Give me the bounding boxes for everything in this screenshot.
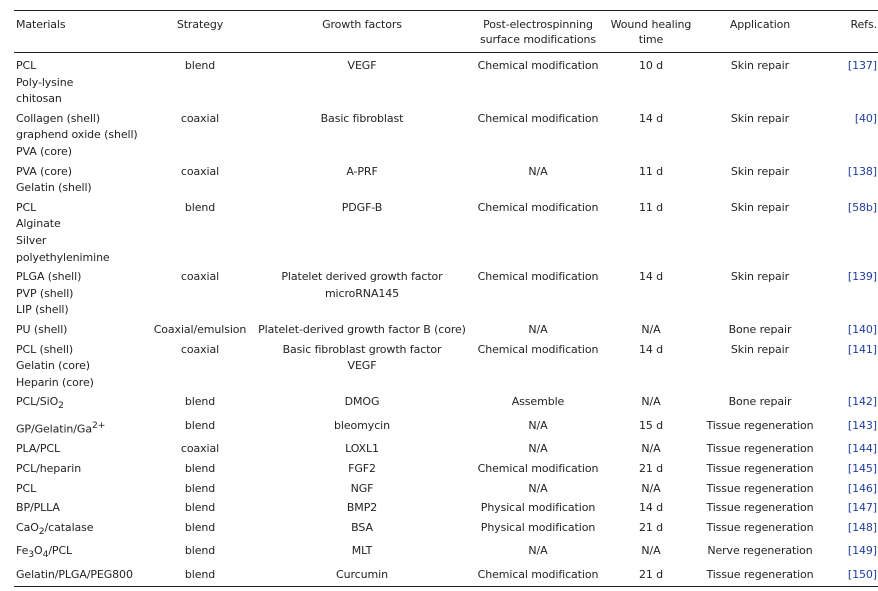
cell-application: Tissue regeneration <box>706 461 814 475</box>
cell-growth-factors <box>250 197 474 266</box>
header-refs: Refs. <box>820 11 878 53</box>
cell-healing-time: 21 d <box>638 461 664 475</box>
cell-post-modification: N/A <box>528 322 548 336</box>
cell-post-modification: Physical modification <box>480 520 596 534</box>
ref-link[interactable]: [150] <box>847 568 877 582</box>
cell-healing-time: 14 d <box>638 270 664 284</box>
cell-materials <box>14 478 150 498</box>
cell-materials <box>14 197 150 266</box>
cell-materials-line: Poly-lysine <box>16 75 74 89</box>
cell-materials <box>14 458 150 478</box>
table-row <box>14 438 878 458</box>
table-row <box>14 564 878 586</box>
cell-ref <box>820 266 878 319</box>
cell-growth-factors <box>250 517 474 541</box>
table-header <box>14 11 878 53</box>
cell-growth-factors-line: Platelet-derived growth factor B (core) <box>258 322 466 336</box>
cell-application: Tissue regeneration <box>706 501 814 515</box>
cell-application: Skin repair <box>730 59 790 72</box>
cell-growth-factors <box>250 339 474 392</box>
cell-growth-factors-line: bleomycin <box>334 419 390 433</box>
cell-application: Bone repair <box>728 322 792 336</box>
cell-strategy: coaxial <box>180 111 220 125</box>
cell-growth-factors-line: BMP2 <box>346 501 378 515</box>
cell-strategy: blend <box>184 59 216 72</box>
ref-link[interactable]: [142] <box>847 395 877 409</box>
cell-healing-time: 10 d <box>638 59 664 72</box>
cell-growth-factors-line: NGF <box>350 481 374 495</box>
cell-healing-time: 21 d <box>602 564 700 586</box>
cell-growth-factors-line: VEGF <box>347 359 377 373</box>
cell-growth-factors-line: MLT <box>351 544 373 558</box>
ref-link[interactable]: [144] <box>847 442 877 456</box>
cell-growth-factors <box>250 497 474 517</box>
cell-ref <box>820 564 878 586</box>
cell-ref <box>820 319 878 339</box>
cell-ref <box>820 497 878 517</box>
cell-materials <box>14 161 150 197</box>
table-body <box>14 53 878 587</box>
ref-link[interactable]: [138] <box>847 164 877 178</box>
cell-strategy: coaxial <box>180 270 220 284</box>
cell-growth-factors-line: BSA <box>351 520 373 534</box>
cell-materials-line: PLGA (shell) <box>16 270 82 284</box>
cell-strategy: blend <box>184 481 216 495</box>
cell-healing-time: 11 d <box>638 164 664 178</box>
cell-materials-line: Silver <box>16 233 47 247</box>
cell-application: Skin repair <box>730 342 790 356</box>
cell-ref <box>820 415 878 438</box>
table-row <box>14 391 878 415</box>
cell-materials: $GP/Gelatin/Ga^{2+}$ <box>16 420 106 436</box>
cell-application: Bone repair <box>728 395 792 409</box>
cell-post-modification: N/A <box>528 419 548 433</box>
cell-strategy: blend <box>184 544 216 558</box>
table-row <box>14 53 878 108</box>
cell-strategy: blend <box>184 200 216 214</box>
cell-materials-line: PCL (shell) <box>16 342 74 356</box>
cell-materials-line: PCL <box>16 59 37 72</box>
cell-materials-line: PVA (core) <box>16 164 72 178</box>
cell-healing-time: 14 d <box>638 342 664 356</box>
cell-growth-factors-line: DMOG <box>344 395 380 409</box>
table-row <box>14 458 878 478</box>
cell-strategy: blend <box>184 395 216 409</box>
cell-post-modification: N/A <box>528 544 548 558</box>
cell-healing-time: 14 d <box>638 111 664 125</box>
ref-link[interactable]: [40] <box>854 111 877 125</box>
cell-strategy: coaxial <box>180 442 220 456</box>
cell-ref <box>820 458 878 478</box>
cell-growth-factors-line: FGF2 <box>348 461 376 475</box>
cell-materials-line: BP/PLLA <box>16 501 60 515</box>
cell-application: Tissue regeneration <box>706 481 814 495</box>
table-row <box>14 161 878 197</box>
cell-ref <box>820 161 878 197</box>
table-row <box>14 497 878 517</box>
cell-materials: $Fe_3O_4$/PCL <box>16 544 73 561</box>
cell-materials-line: PCL <box>16 481 37 495</box>
cell-materials-line: PVA (core) <box>16 144 72 158</box>
cell-growth-factors <box>250 161 474 197</box>
cell-growth-factors <box>250 540 474 564</box>
cell-ref <box>820 391 878 415</box>
cell-growth-factors <box>250 266 474 319</box>
cell-materials: PCL/SiO$_2$ <box>16 395 64 412</box>
header-application: Application <box>700 11 820 53</box>
cell-materials <box>14 339 150 392</box>
cell-application: Nerve regeneration <box>707 544 813 558</box>
cell-post-modification: Chemical modification <box>477 270 599 284</box>
cell-post-modification: N/A <box>528 442 548 456</box>
cell-growth-factors <box>250 458 474 478</box>
cell-materials <box>14 319 150 339</box>
table-row <box>14 415 878 438</box>
cell-application: Tissue regeneration <box>706 419 814 433</box>
cell-materials <box>14 564 150 586</box>
cell-materials-line: PCL <box>16 200 37 214</box>
cell-growth-factors <box>250 415 474 438</box>
cell-ref <box>820 540 878 564</box>
cell-growth-factors-line: microRNA145 <box>324 286 400 300</box>
cell-healing-time: N/A <box>641 544 661 558</box>
cell-ref <box>820 438 878 458</box>
cell-strategy: Coaxial/emulsion <box>153 322 247 336</box>
cell-post-modification: N/A <box>528 164 548 178</box>
cell-materials-line: LIP (shell) <box>16 303 69 317</box>
cell-materials-line: PCL/heparin <box>16 461 82 475</box>
cell-materials-line: graphend oxide (shell) <box>16 128 138 142</box>
cell-materials-line: PVP (shell) <box>16 286 74 300</box>
cell-post-modification: Chemical modification <box>477 342 599 356</box>
table-row <box>14 266 878 319</box>
cell-application: Skin repair <box>730 111 790 125</box>
cell-post-modification: Chemical modification <box>477 111 599 125</box>
cell-healing-time: N/A <box>641 322 661 336</box>
table-row <box>14 540 878 564</box>
cell-ref <box>820 478 878 498</box>
cell-healing-time: N/A <box>641 481 661 495</box>
table-row <box>14 517 878 541</box>
cell-strategy: blend <box>184 520 216 534</box>
cell-strategy: blend <box>150 564 250 586</box>
growth-factor-table <box>14 10 878 587</box>
cell-strategy: blend <box>184 501 216 515</box>
cell-growth-factors-line: Platelet derived growth factor <box>281 270 443 284</box>
ref-link[interactable]: [148] <box>847 520 877 534</box>
cell-application: Skin repair <box>730 164 790 178</box>
cell-growth-factors <box>250 438 474 458</box>
cell-materials <box>14 108 150 161</box>
cell-ref <box>820 197 878 266</box>
header-row <box>14 11 878 53</box>
ref-link[interactable]: [149] <box>847 544 877 558</box>
cell-growth-factors-line: A-PRF <box>346 164 378 178</box>
ref-link[interactable]: [146] <box>847 481 877 495</box>
cell-application: Skin repair <box>730 270 790 284</box>
cell-materials-line: PU (shell) <box>16 322 68 336</box>
cell-ref <box>820 517 878 541</box>
cell-materials-line: Collagen (shell) <box>16 111 101 125</box>
cell-healing-time: 14 d <box>638 501 664 515</box>
cell-growth-factors-line: PDGF-B <box>341 200 383 214</box>
header-healing-time: Wound healing time <box>602 11 700 53</box>
cell-strategy: blend <box>184 419 216 433</box>
cell-healing-time: 15 d <box>638 419 664 433</box>
table-row <box>14 478 878 498</box>
cell-materials <box>14 438 150 458</box>
ref-link[interactable]: [141] <box>847 342 877 356</box>
cell-growth-factors-line: Curcumin <box>336 568 388 582</box>
header-post-modifications: Post-electrospinning surface modifications <box>474 11 602 53</box>
cell-materials <box>14 266 150 319</box>
cell-growth-factors-line: VEGF <box>347 59 377 72</box>
cell-growth-factors <box>250 108 474 161</box>
cell-materials-line: Gelatin (core) <box>16 359 90 373</box>
ref-link[interactable]: [137] <box>847 59 877 72</box>
cell-ref <box>820 53 878 108</box>
cell-post-modification: Chemical modification <box>474 564 602 586</box>
cell-healing-time: N/A <box>641 395 661 409</box>
cell-post-modification: Chemical modification <box>477 461 599 475</box>
cell-materials-line: Gelatin (shell) <box>16 181 92 195</box>
cell-materials-line: Gelatin/PLGA/PEG800 <box>16 568 133 582</box>
cell-strategy: blend <box>184 461 216 475</box>
cell-post-modification: Chemical modification <box>477 200 599 214</box>
cell-materials: CaO$_2$/catalase <box>16 520 94 537</box>
cell-post-modification: N/A <box>528 481 548 495</box>
cell-materials-line: Alginate <box>16 217 61 231</box>
cell-ref <box>820 108 878 161</box>
cell-strategy: coaxial <box>180 164 220 178</box>
cell-growth-factors <box>250 478 474 498</box>
ref-link[interactable]: [58b] <box>847 200 877 214</box>
cell-healing-time: 21 d <box>638 520 664 534</box>
header-materials: Materials <box>14 11 150 53</box>
cell-strategy: coaxial <box>180 342 220 356</box>
cell-growth-factors <box>250 564 474 586</box>
ref-link[interactable]: [147] <box>847 501 877 515</box>
cell-application: Skin repair <box>730 200 790 214</box>
table-row <box>14 197 878 266</box>
cell-post-modification: Physical modification <box>480 501 596 515</box>
cell-post-modification: Chemical modification <box>477 59 599 72</box>
cell-materials-line: polyethylenimine <box>16 250 110 264</box>
cell-healing-time: N/A <box>641 442 661 456</box>
header-strategy: Strategy <box>150 11 250 53</box>
cell-growth-factors-line: Basic fibroblast growth factor <box>282 342 442 356</box>
ref-link[interactable]: [139] <box>847 270 877 284</box>
table-row <box>14 108 878 161</box>
cell-application: Tissue regeneration <box>700 564 820 586</box>
ref-link[interactable]: [140] <box>847 322 877 336</box>
cell-application: Tissue regeneration <box>706 520 814 534</box>
cell-ref <box>820 339 878 392</box>
cell-materials <box>14 53 150 108</box>
header-growth-factors: Growth factors <box>250 11 474 53</box>
cell-growth-factors <box>250 319 474 339</box>
cell-materials <box>14 497 150 517</box>
cell-materials-line: Heparin (core) <box>16 375 94 389</box>
cell-growth-factors-line: Basic fibroblast <box>320 111 404 125</box>
cell-application: Tissue regeneration <box>706 442 814 456</box>
table-row <box>14 339 878 392</box>
cell-materials-line: chitosan <box>16 92 62 106</box>
cell-growth-factors-line: LOXL1 <box>345 442 379 456</box>
ref-link[interactable]: [145] <box>847 461 877 475</box>
cell-materials-line: PLA/PCL <box>16 442 60 456</box>
cell-growth-factors <box>250 391 474 415</box>
ref-link[interactable]: [143] <box>847 419 877 433</box>
table-row <box>14 319 878 339</box>
cell-healing-time: 11 d <box>638 200 664 214</box>
cell-post-modification: Assemble <box>511 395 565 409</box>
cell-growth-factors <box>250 53 474 108</box>
